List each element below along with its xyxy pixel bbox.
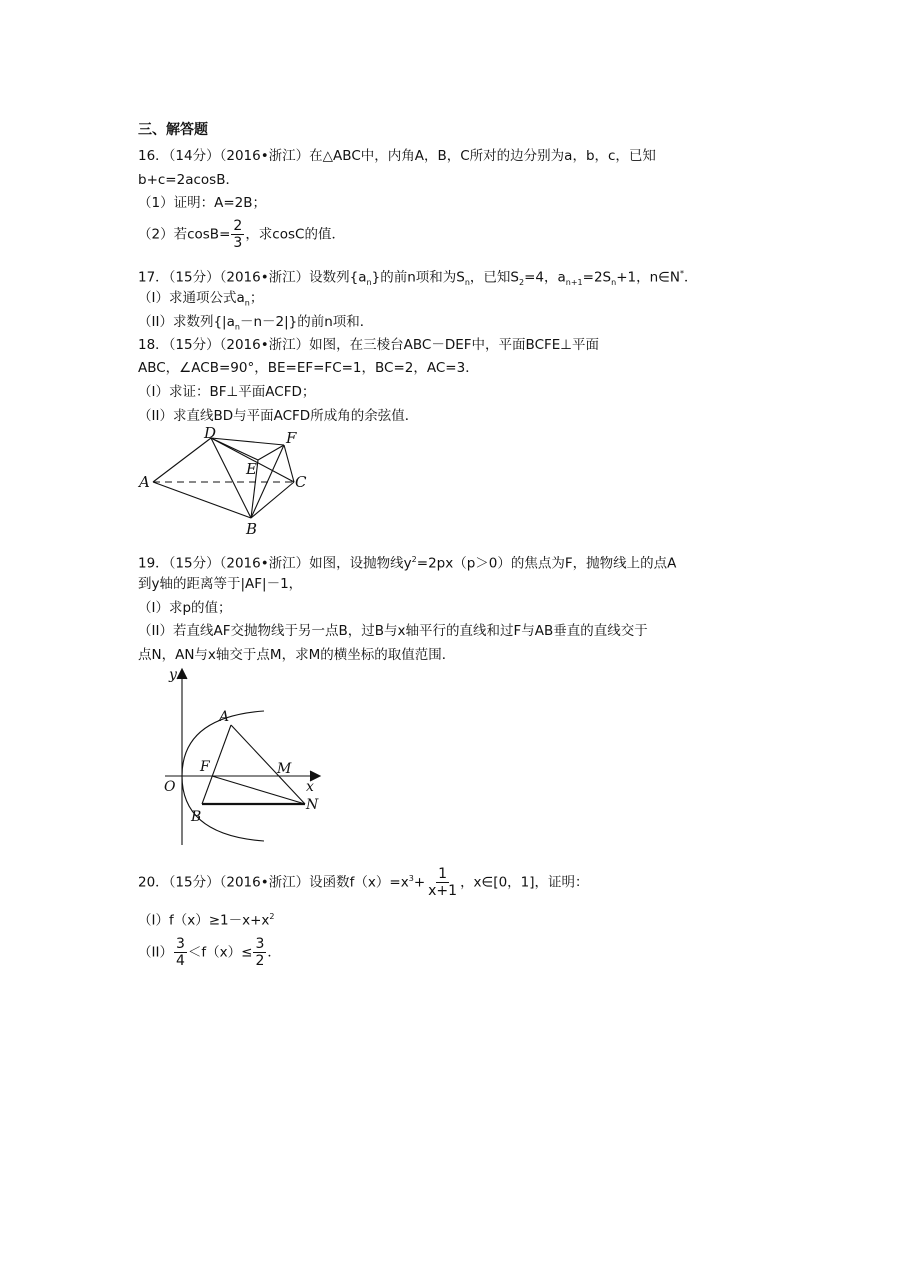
label-A: A: [139, 473, 150, 491]
q19-part2-line2: 点N，AN与x轴交于点M，求M的横坐标的取值范围．: [138, 647, 456, 663]
q19-part1: （I）求p的值；: [138, 600, 232, 616]
q20-header: 20．（15分）（2016•浙江）设函数$f(x)=x^3+$ $\frac{1}{x+1}$ ，x∈[0，1]，证明：: [138, 866, 589, 899]
q20-part1: $(I)f(x)\ge 1-x+x^2$: [138, 912, 275, 929]
frustum-figure: [135, 425, 315, 540]
q18-header: 18．（15分）（2016•浙江）如图，在三棱台ABC－DEF中，平面BCFE⊥平面: [138, 337, 600, 353]
edge-FC: [284, 445, 294, 482]
line-AN: [231, 725, 305, 804]
label-y: y: [169, 667, 177, 683]
q19-header: 19．（15分）（2016•浙江）如图，设抛物线$y^2=2px(p>0)$的焦点为F，抛物线上的点A: [138, 555, 677, 572]
q16-part2-pre: （2）若cosB=: [138, 226, 231, 243]
label-N: N: [306, 797, 319, 813]
label-F: F: [286, 429, 297, 447]
q18-condition: ABC，∠ACB=90°，BE=EF=FC=1，BC=2，AC=3．: [138, 360, 479, 376]
label-F: F: [200, 759, 210, 775]
label-C: C: [295, 473, 307, 491]
q16-header: 16．（14分）（2016•浙江）在△ABC中，内角A，B，C所对的边分别为a，b，c，已知: [138, 148, 656, 164]
fraction-3-2: $\frac{3}{2}$: [255, 936, 265, 969]
fraction-3-4: $\frac{3}{4}$: [175, 936, 185, 969]
label-M: M: [277, 761, 292, 777]
label-B: B: [246, 520, 258, 538]
label-E: E: [246, 460, 257, 478]
y-axis-arrow: [177, 669, 187, 679]
parabola-figure: [160, 663, 330, 853]
q16-part1: （1）证明：A=2B；: [138, 195, 266, 211]
q18-part2: （II）求直线BD与平面ACFD所成角的余弦值．: [138, 408, 419, 424]
q17-header: 17．（15分）（2016•浙江）设数列$\{a_n\}$的前n项和为$S_n$，已知$S_2=4$，$a_{n+1}=2S_n+1$，n∈N*．: [138, 269, 698, 288]
fraction-2-3: $\frac{2}{3}$: [233, 218, 243, 251]
q18-part1: （I）求证：BF⊥平面ACFD；: [138, 384, 316, 400]
q20-part2: （II） $\frac{3}{4}$ ＜f（x）≤ $\frac{3}{2}$ ．: [138, 936, 281, 969]
edge-AD: [153, 438, 211, 482]
label-A: A: [219, 709, 230, 725]
label-D: D: [204, 425, 217, 442]
label-B: B: [191, 809, 202, 825]
edge-BC: [251, 482, 294, 518]
fraction-1-over-x-plus-1: $\frac{1}{x+1}$: [428, 866, 458, 899]
section-title: 三、解答题: [138, 122, 208, 138]
q16-condition: b+c=2acosB．: [138, 172, 239, 188]
q17-part2: （II）求数列$\{|a_n-n-2|\}$的前n项和．: [138, 314, 374, 332]
q16-part2: [138, 218, 345, 251]
label-x: x: [306, 779, 314, 795]
q17-part1: （I）求通项公式$a_n$；: [138, 290, 264, 308]
label-O: O: [164, 779, 176, 795]
line-FN: [212, 776, 305, 804]
q19-part2-line1: （II）若直线AF交抛物线于另一点B，过B与x轴平行的直线和过F与AB垂直的直线交于: [138, 623, 648, 639]
q16-part2-post: ，求cosC的值．: [245, 226, 345, 243]
q19-condition: 到y轴的距离等于|AF|－1，: [138, 576, 303, 592]
